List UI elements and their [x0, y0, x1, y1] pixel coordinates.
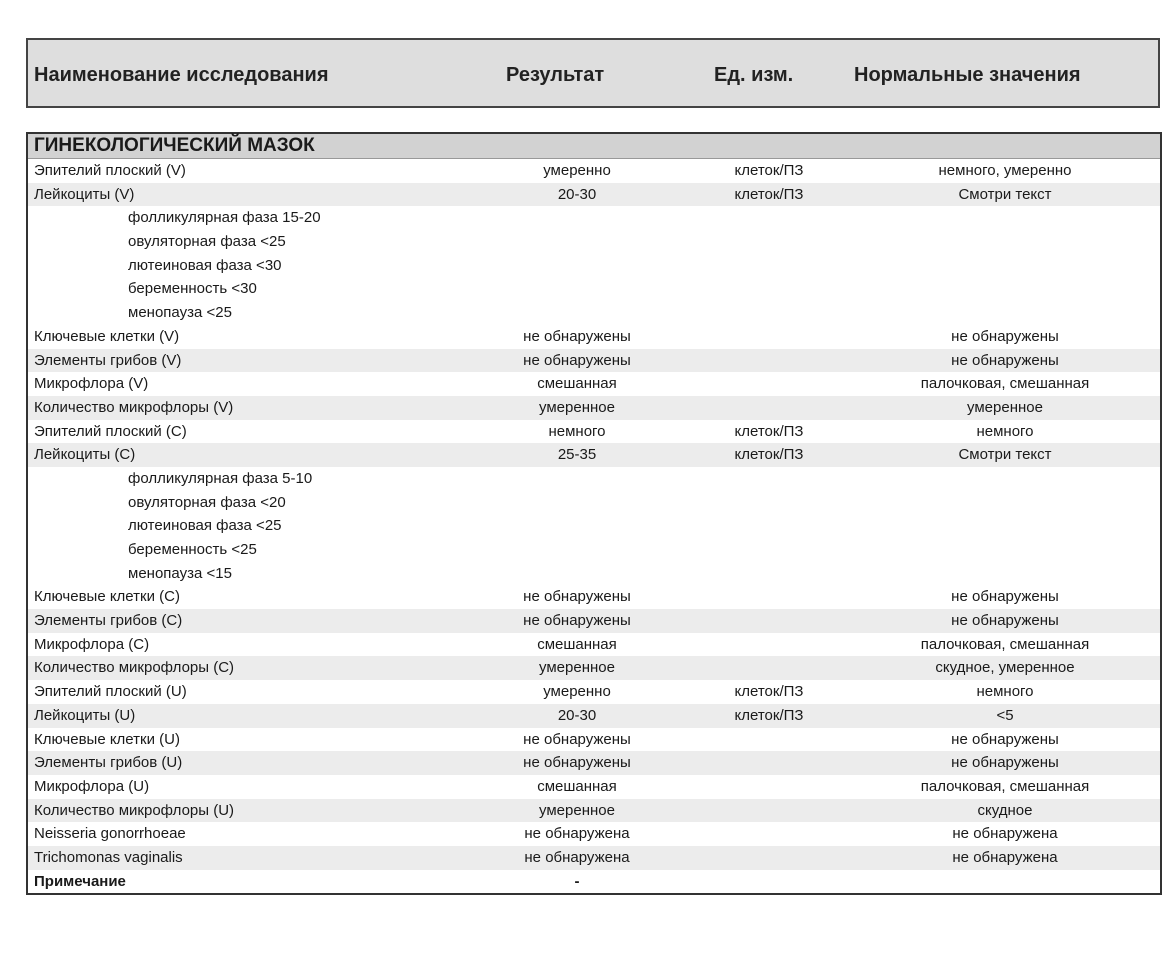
test-result: 20-30 [557, 185, 597, 203]
test-result: умеренно [543, 162, 611, 179]
test-name: Лейкоциты (U) [34, 706, 136, 724]
test-norm: скудное [977, 801, 1033, 819]
table-row [28, 372, 1160, 396]
table-row [28, 443, 1160, 467]
table-subrow [28, 514, 1160, 538]
test-result: не обнаружена [524, 848, 630, 866]
test-name: Ключевые клетки (U) [34, 730, 180, 748]
table-row [28, 680, 1160, 704]
table-body [28, 159, 1160, 893]
test-unit: клеток/ПЗ [734, 185, 804, 203]
test-norm: немного [976, 683, 1034, 701]
test-name: Элементы грибов (U) [34, 754, 183, 772]
note-row [28, 870, 1160, 894]
test-result: не обнаружены [523, 754, 631, 772]
table-subrow [28, 467, 1160, 491]
test-name: Микрофлора (U) [34, 777, 150, 795]
test-name: Эпителий плоский (U) [34, 683, 187, 701]
test-result: умеренное [539, 801, 615, 819]
table-row [28, 633, 1160, 657]
test-result: смешанная [537, 375, 617, 393]
test-result: смешанная [537, 777, 617, 795]
phase-norm-text: фолликулярная фаза 5-10 [128, 469, 313, 487]
test-result: 20-30 [557, 706, 597, 724]
table-subrow [28, 538, 1160, 562]
test-name: Trichomonas vaginalis [34, 848, 183, 866]
test-name: Ключевые клетки (С) [34, 588, 180, 606]
test-name: Neisseria gonorrhoeae [34, 825, 186, 843]
test-result: немного [548, 422, 606, 440]
test-unit: клеток/ПЗ [734, 683, 804, 701]
test-unit: клеток/ПЗ [734, 706, 804, 724]
test-name: Лейкоциты (V) [34, 185, 135, 203]
table-row [28, 656, 1160, 680]
phase-norm-text: фолликулярная фаза 15-20 [128, 209, 321, 227]
table-row [28, 822, 1160, 846]
test-norm: не обнаружена [952, 825, 1058, 843]
test-norm: не обнаружены [951, 588, 1059, 606]
table-row [28, 704, 1160, 728]
test-unit: клеток/ПЗ [734, 446, 804, 464]
test-name: Количество микрофлоры (U) [34, 801, 235, 819]
test-name: Количество микрофлоры (С) [34, 659, 235, 677]
table-row [28, 349, 1160, 373]
test-result: не обнаружены [523, 730, 631, 748]
test-norm: не обнаружены [951, 327, 1059, 345]
test-name: Микрофлора (С) [34, 635, 150, 653]
test-name: Количество микрофлоры (V) [34, 398, 234, 416]
phase-norm-text: лютеиновая фаза <30 [128, 256, 282, 274]
phase-norm-text: менопауза <15 [128, 564, 232, 582]
table-row [28, 420, 1160, 444]
test-norm: не обнаружены [951, 612, 1059, 630]
test-name: Примечание [34, 872, 126, 890]
table-row [28, 325, 1160, 349]
test-norm: не обнаружены [951, 730, 1059, 748]
test-result: умеренное [539, 398, 615, 416]
table-subrow [28, 277, 1160, 301]
table-subrow [28, 301, 1160, 325]
table-row [28, 775, 1160, 799]
table-row [28, 799, 1160, 823]
test-norm: палочковая, смешанная [920, 375, 1090, 393]
table-subrow [28, 254, 1160, 278]
test-name: Эпителий плоский (С) [34, 422, 187, 440]
test-unit: клеток/ПЗ [734, 162, 804, 179]
test-norm: немного, умеренно [938, 162, 1072, 179]
phase-norm-text: беременность <30 [128, 280, 257, 298]
test-result: смешанная [537, 635, 617, 653]
table-subrow [28, 491, 1160, 515]
test-result: не обнаружены [523, 351, 631, 369]
header-unit: Ед. изм. [714, 64, 794, 86]
table-row [28, 396, 1160, 420]
test-norm: скудное, умеренное [935, 659, 1075, 677]
test-result: 25-35 [557, 446, 597, 464]
test-norm: не обнаружена [952, 848, 1058, 866]
test-result: не обнаружены [523, 327, 631, 345]
test-result: не обнаружена [524, 825, 630, 843]
table-row [28, 609, 1160, 633]
test-name: Микрофлора (V) [34, 375, 149, 393]
results-table [26, 132, 1162, 895]
test-norm: палочковая, смешанная [920, 635, 1090, 653]
phase-norm-text: менопауза <25 [128, 304, 232, 322]
phase-norm-text: овуляторная фаза <20 [128, 493, 286, 511]
header-name: Наименование исследования [34, 64, 329, 86]
table-row [28, 183, 1160, 207]
table-row [28, 751, 1160, 775]
test-name: Лейкоциты (С) [34, 446, 136, 464]
test-norm: не обнаружены [951, 754, 1059, 772]
table-row [28, 585, 1160, 609]
test-unit: клеток/ПЗ [734, 422, 804, 440]
test-norm: Смотри текст [958, 185, 1052, 203]
test-norm: не обнаружены [951, 351, 1059, 369]
test-result: - [574, 872, 580, 890]
table-subrow [28, 562, 1160, 586]
test-name: Элементы грибов (С) [34, 612, 183, 630]
section-title: ГИНЕКОЛОГИЧЕСКИЙ МАЗОК [28, 134, 1160, 159]
test-name: Элементы грибов (V) [34, 351, 182, 369]
test-result: умеренное [539, 659, 615, 677]
test-norm: <5 [996, 706, 1014, 724]
header-result: Результат [506, 64, 605, 86]
test-norm: умеренное [967, 398, 1043, 416]
phase-norm-text: беременность <25 [128, 541, 257, 558]
test-name: Эпителий плоский (V) [34, 162, 186, 179]
phase-norm-text: лютеиновая фаза <25 [128, 517, 282, 535]
test-norm: палочковая, смешанная [920, 777, 1090, 795]
header-norm: Нормальные значения [854, 64, 1081, 86]
table-subrow [28, 230, 1160, 254]
test-norm: Смотри текст [958, 446, 1052, 464]
test-norm: немного [976, 422, 1034, 440]
test-name: Ключевые клетки (V) [34, 327, 180, 345]
phase-norm-text: овуляторная фаза <25 [128, 233, 286, 251]
table-row [28, 728, 1160, 752]
test-result: не обнаружены [523, 612, 631, 630]
table-subrow [28, 206, 1160, 230]
table-row [28, 846, 1160, 870]
table-header [26, 38, 1160, 108]
test-result: не обнаружены [523, 588, 631, 606]
table-row [28, 159, 1160, 183]
test-result: умеренно [543, 683, 611, 701]
